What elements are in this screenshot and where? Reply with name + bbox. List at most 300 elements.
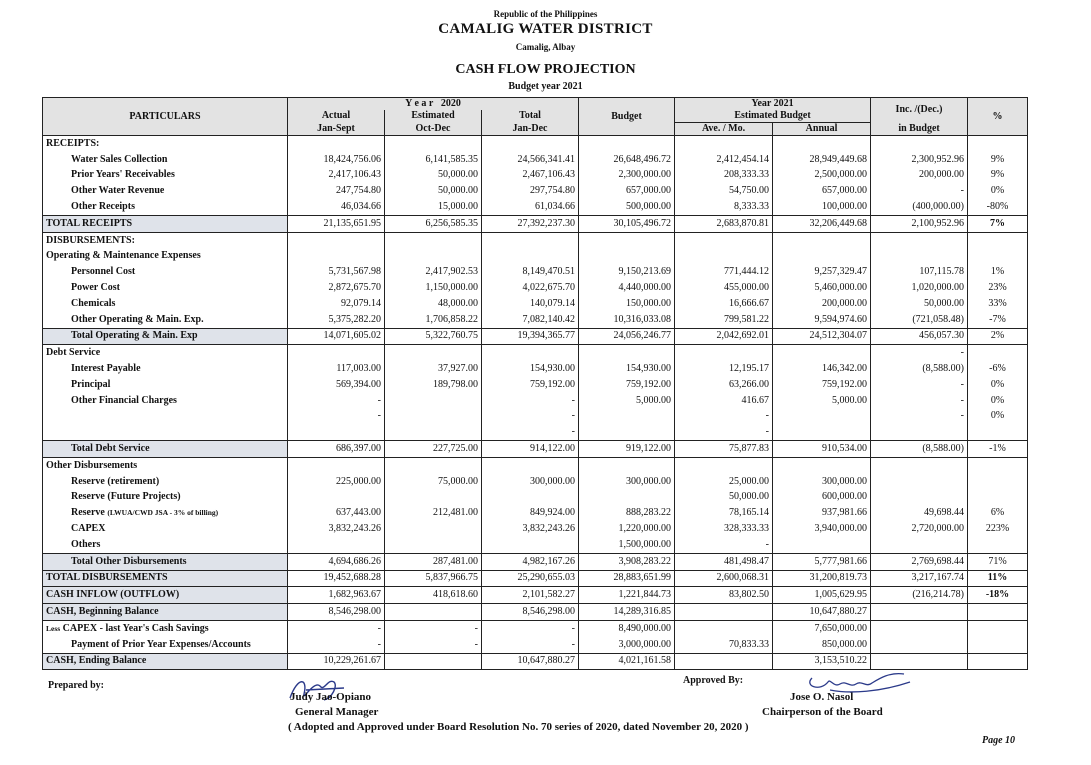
- amount-cell: [288, 424, 385, 440]
- amount-cell: [675, 136, 773, 152]
- amount-cell: [482, 232, 579, 248]
- amount-cell: 18,424,756.06: [288, 152, 385, 168]
- row-label: [43, 441, 288, 458]
- row-label: [43, 604, 288, 621]
- amount-cell: [482, 249, 579, 265]
- amount-cell: 14,289,316.85: [579, 604, 675, 621]
- percent-cell: 9%: [968, 168, 1028, 184]
- amount-cell: [288, 345, 385, 361]
- amount-cell: 5,375,282.20: [288, 312, 385, 328]
- row-label-text: Water Sales Collection: [71, 153, 168, 165]
- amount-cell: [385, 409, 482, 425]
- amount-cell: 416.67: [675, 393, 773, 409]
- amount-cell: 2,300,000.00: [579, 168, 675, 184]
- table-row: [43, 505, 1028, 521]
- row-label: [43, 570, 288, 587]
- amount-cell: 227,725.00: [385, 441, 482, 458]
- percent-cell: [968, 474, 1028, 490]
- percent-cell: 0%: [968, 409, 1028, 425]
- amount-cell: 1,020,000.00: [871, 280, 968, 296]
- amount-cell: 50,000.00: [385, 183, 482, 199]
- amount-cell: 19,452,688.28: [288, 570, 385, 587]
- percent-cell: [968, 653, 1028, 670]
- percent-cell: -18%: [968, 587, 1028, 604]
- row-label: [43, 620, 288, 636]
- row-label-note: (LWUA/CWD JSA - 3% of billing): [107, 508, 219, 518]
- amount-cell: 212,481.00: [385, 505, 482, 521]
- percent-cell: -6%: [968, 361, 1028, 377]
- row-label-text: TOTAL DISBURSEMENTS: [46, 572, 168, 584]
- row-label-text: CASH INFLOW (OUTFLOW): [46, 589, 180, 601]
- amount-cell: [773, 249, 871, 265]
- amount-cell: 63,266.00: [675, 377, 773, 393]
- amount-cell: 2,683,870.81: [675, 215, 773, 232]
- amount-cell: 2,300,952.96: [871, 152, 968, 168]
- preparer-title: General Manager: [295, 706, 379, 718]
- table-row: [43, 168, 1028, 184]
- row-label-text: CAPEX: [71, 523, 106, 535]
- amount-cell: 208,333.33: [675, 168, 773, 184]
- col-annual: Annual: [773, 123, 871, 136]
- amount-cell: [773, 424, 871, 440]
- row-label: [43, 424, 288, 440]
- amount-cell: [482, 136, 579, 152]
- amount-cell: [385, 345, 482, 361]
- amount-cell: -: [288, 620, 385, 636]
- row-label-text: Other Operating & Main. Exp.: [71, 313, 204, 325]
- amount-cell: 759,192.00: [482, 377, 579, 393]
- amount-cell: 759,192.00: [579, 377, 675, 393]
- percent-cell: 6%: [968, 505, 1028, 521]
- row-label: [43, 328, 288, 345]
- row-label-text: CAPEX - last Year's Cash Savings: [62, 622, 209, 634]
- amount-cell: 4,440,000.00: [579, 280, 675, 296]
- amount-cell: -: [871, 393, 968, 409]
- col-oct-dec: Oct-Dec: [385, 123, 482, 136]
- table-header: [43, 98, 1028, 136]
- row-label-text: Other Water Revenue: [71, 185, 165, 197]
- amount-cell: 2,417,106.43: [288, 168, 385, 184]
- amount-cell: 75,000.00: [385, 474, 482, 490]
- amount-cell: [675, 345, 773, 361]
- row-label: [43, 280, 288, 296]
- amount-cell: 49,698.44: [871, 505, 968, 521]
- row-label-text: Principal: [71, 378, 111, 390]
- approver-name: Jose O. Nasol: [790, 691, 854, 703]
- amount-cell: [773, 136, 871, 152]
- amount-cell: 1,220,000.00: [579, 521, 675, 537]
- amount-cell: 456,057.30: [871, 328, 968, 345]
- percent-cell: [968, 537, 1028, 553]
- col-jan-sept: Jan-Sept: [288, 123, 385, 136]
- amount-cell: 7,650,000.00: [773, 620, 871, 636]
- amount-cell: 910,534.00: [773, 441, 871, 458]
- amount-cell: [385, 521, 482, 537]
- percent-cell: 2%: [968, 328, 1028, 345]
- amount-cell: 771,444.12: [675, 264, 773, 280]
- table-row: [43, 296, 1028, 312]
- amount-cell: 37,927.00: [385, 361, 482, 377]
- amount-cell: (400,000.00): [871, 199, 968, 215]
- row-label: [43, 249, 288, 265]
- table-row: [43, 604, 1028, 621]
- amount-cell: 849,924.00: [482, 505, 579, 521]
- row-label-text: Operating & Maintenance Expenses: [46, 250, 201, 262]
- amount-cell: 5,000.00: [579, 393, 675, 409]
- amount-cell: 2,872,675.70: [288, 280, 385, 296]
- amount-cell: 28,949,449.68: [773, 152, 871, 168]
- table-row: [43, 328, 1028, 345]
- amount-cell: 5,731,567.98: [288, 264, 385, 280]
- row-label-text: Prior Years' Receivables: [71, 169, 175, 181]
- amount-cell: [482, 537, 579, 553]
- percent-cell: 11%: [968, 570, 1028, 587]
- amount-cell: [579, 136, 675, 152]
- amount-cell: [871, 637, 968, 653]
- amount-cell: -: [288, 637, 385, 653]
- row-label: [43, 199, 288, 215]
- amount-cell: 2,467,106.43: [482, 168, 579, 184]
- amount-cell: 10,647,880.27: [482, 653, 579, 670]
- amount-cell: 10,647,880.27: [773, 604, 871, 621]
- amount-cell: 3,217,167.74: [871, 570, 968, 587]
- amount-cell: [385, 490, 482, 506]
- amount-cell: -: [871, 183, 968, 199]
- amount-cell: 6,141,585.35: [385, 152, 482, 168]
- row-label-text: RECEIPTS:: [46, 137, 100, 149]
- row-label-text: Reserve (Future Projects): [71, 491, 181, 503]
- amount-cell: 328,333.33: [675, 521, 773, 537]
- amount-cell: 937,981.66: [773, 505, 871, 521]
- amount-cell: -: [871, 345, 968, 361]
- row-label: [43, 183, 288, 199]
- percent-cell: 7%: [968, 215, 1028, 232]
- row-label: [43, 537, 288, 553]
- table-row: [43, 521, 1028, 537]
- amount-cell: [385, 457, 482, 473]
- amount-cell: (216,214.78): [871, 587, 968, 604]
- col-estimated-budget: Estimated Budget: [675, 110, 871, 123]
- col-budget: Budget: [579, 98, 675, 136]
- col-total: Total: [482, 110, 579, 123]
- amount-cell: 32,206,449.68: [773, 215, 871, 232]
- amount-cell: [773, 345, 871, 361]
- amount-cell: 5,000.00: [773, 393, 871, 409]
- amount-cell: [675, 457, 773, 473]
- amount-cell: 2,600,068.31: [675, 570, 773, 587]
- amount-cell: (721,058.48): [871, 312, 968, 328]
- amount-cell: 54,750.00: [675, 183, 773, 199]
- amount-cell: [675, 620, 773, 636]
- amount-cell: [579, 457, 675, 473]
- amount-cell: 5,837,966.75: [385, 570, 482, 587]
- percent-cell: [968, 620, 1028, 636]
- amount-cell: 8,149,470.51: [482, 264, 579, 280]
- percent-cell: 33%: [968, 296, 1028, 312]
- amount-cell: [871, 604, 968, 621]
- row-label-text: Total Operating & Main. Exp: [71, 330, 198, 342]
- amount-cell: (8,588.00): [871, 361, 968, 377]
- amount-cell: [288, 537, 385, 553]
- percent-cell: 71%: [968, 553, 1028, 570]
- amount-cell: 50,000.00: [385, 168, 482, 184]
- table-row: [43, 424, 1028, 440]
- amount-cell: [288, 136, 385, 152]
- amount-cell: -: [871, 409, 968, 425]
- row-label: [43, 457, 288, 473]
- amount-cell: 1,706,858.22: [385, 312, 482, 328]
- amount-cell: 1,221,844.73: [579, 587, 675, 604]
- amount-cell: 300,000.00: [579, 474, 675, 490]
- row-label: [43, 521, 288, 537]
- row-label: [43, 377, 288, 393]
- amount-cell: 455,000.00: [675, 280, 773, 296]
- amount-cell: 686,397.00: [288, 441, 385, 458]
- amount-cell: 200,000.00: [871, 168, 968, 184]
- amount-cell: 19,394,365.77: [482, 328, 579, 345]
- row-label: [43, 393, 288, 409]
- amount-cell: 5,460,000.00: [773, 280, 871, 296]
- amount-cell: 21,135,651.95: [288, 215, 385, 232]
- amount-cell: 8,333.33: [675, 199, 773, 215]
- table-row: [43, 393, 1028, 409]
- amount-cell: 3,000,000.00: [579, 637, 675, 653]
- amount-cell: 1,005,629.95: [773, 587, 871, 604]
- row-label-text: CASH, Ending Balance: [46, 655, 147, 667]
- amount-cell: 24,566,341.41: [482, 152, 579, 168]
- row-label-text: Personnel Cost: [71, 266, 136, 278]
- amount-cell: [482, 457, 579, 473]
- amount-cell: 46,034.66: [288, 199, 385, 215]
- row-label: [43, 345, 288, 361]
- amount-cell: 78,165.14: [675, 505, 773, 521]
- row-label-text: Other Financial Charges: [71, 394, 177, 406]
- percent-cell: 0%: [968, 183, 1028, 199]
- amount-cell: [773, 232, 871, 248]
- amount-cell: 9,257,329.47: [773, 264, 871, 280]
- amount-cell: 600,000.00: [773, 490, 871, 506]
- percent-cell: [968, 457, 1028, 473]
- row-label: [43, 264, 288, 280]
- row-label-text: Other Receipts: [71, 201, 135, 213]
- row-label: [43, 553, 288, 570]
- amount-cell: 2,500,000.00: [773, 168, 871, 184]
- table-row: [43, 183, 1028, 199]
- table-body: [43, 136, 1028, 670]
- table-row: [43, 264, 1028, 280]
- amount-cell: 2,101,582.27: [482, 587, 579, 604]
- row-label-text: Power Cost: [71, 282, 120, 294]
- amount-cell: [579, 424, 675, 440]
- approved-by-label: Approved By:: [683, 675, 744, 686]
- amount-cell: 1,500,000.00: [579, 537, 675, 553]
- row-label: [43, 505, 288, 521]
- amount-cell: [675, 653, 773, 670]
- row-label-prefix: Less: [46, 623, 61, 633]
- row-label: [43, 653, 288, 670]
- percent-cell: [968, 136, 1028, 152]
- row-label-text: Others: [71, 538, 101, 550]
- row-label: [43, 168, 288, 184]
- amount-cell: 12,195.17: [675, 361, 773, 377]
- row-label: [43, 215, 288, 232]
- amount-cell: 9,594,974.60: [773, 312, 871, 328]
- table-row: [43, 537, 1028, 553]
- amount-cell: [288, 490, 385, 506]
- row-label-text: Payment of Prior Year Expenses/Accounts: [71, 638, 251, 650]
- amount-cell: 14,071,605.02: [288, 328, 385, 345]
- amount-cell: 287,481.00: [385, 553, 482, 570]
- amount-cell: [871, 249, 968, 265]
- col-year-value: 2020: [440, 98, 461, 109]
- amount-cell: [385, 424, 482, 440]
- amount-cell: 61,034.66: [482, 199, 579, 215]
- table-row: [43, 312, 1028, 328]
- amount-cell: 154,930.00: [482, 361, 579, 377]
- amount-cell: 117,003.00: [288, 361, 385, 377]
- table-row: [43, 553, 1028, 570]
- amount-cell: 799,581.22: [675, 312, 773, 328]
- amount-cell: [675, 232, 773, 248]
- amount-cell: [675, 249, 773, 265]
- table-row: [43, 457, 1028, 473]
- percent-cell: 0%: [968, 377, 1028, 393]
- amount-cell: -: [288, 409, 385, 425]
- amount-cell: 637,443.00: [288, 505, 385, 521]
- amount-cell: 919,122.00: [579, 441, 675, 458]
- percent-cell: [968, 637, 1028, 653]
- amount-cell: 1,150,000.00: [385, 280, 482, 296]
- amount-cell: [871, 490, 968, 506]
- amount-cell: -: [482, 620, 579, 636]
- amount-cell: -: [385, 620, 482, 636]
- amount-cell: 6,256,585.35: [385, 215, 482, 232]
- amount-cell: 2,769,698.44: [871, 553, 968, 570]
- row-label: [43, 637, 288, 653]
- amount-cell: [871, 424, 968, 440]
- amount-cell: 50,000.00: [675, 490, 773, 506]
- amount-cell: 4,694,686.26: [288, 553, 385, 570]
- amount-cell: [871, 136, 968, 152]
- percent-cell: 23%: [968, 280, 1028, 296]
- col-jan-dec: Jan-Dec: [482, 123, 579, 136]
- amount-cell: [773, 409, 871, 425]
- amount-cell: 24,512,304.07: [773, 328, 871, 345]
- amount-cell: [871, 620, 968, 636]
- amount-cell: 5,322,760.75: [385, 328, 482, 345]
- col-pct: %: [968, 98, 1028, 136]
- col-particulars: PARTICULARS: [43, 98, 288, 136]
- row-label: [43, 232, 288, 248]
- amount-cell: [385, 393, 482, 409]
- amount-cell: [871, 474, 968, 490]
- amount-cell: 154,930.00: [579, 361, 675, 377]
- amount-cell: 10,229,261.67: [288, 653, 385, 670]
- amount-cell: 10,316,033.08: [579, 312, 675, 328]
- amount-cell: (8,588.00): [871, 441, 968, 458]
- amount-cell: [579, 249, 675, 265]
- amount-cell: -: [675, 409, 773, 425]
- table-row: [43, 441, 1028, 458]
- table-row: [43, 490, 1028, 506]
- amount-cell: [385, 136, 482, 152]
- col-year-2020: [288, 98, 579, 111]
- amount-cell: 4,022,675.70: [482, 280, 579, 296]
- amount-cell: 8,546,298.00: [288, 604, 385, 621]
- table-row: [43, 570, 1028, 587]
- amount-cell: 247,754.80: [288, 183, 385, 199]
- amount-cell: -: [385, 637, 482, 653]
- amount-cell: 3,908,283.22: [579, 553, 675, 570]
- prepared-by-label: Prepared by:: [48, 680, 105, 691]
- amount-cell: 500,000.00: [579, 199, 675, 215]
- row-label-text: Other Disbursements: [46, 459, 138, 471]
- amount-cell: -: [482, 409, 579, 425]
- percent-cell: [968, 345, 1028, 361]
- amount-cell: 25,000.00: [675, 474, 773, 490]
- amount-cell: [871, 457, 968, 473]
- amount-cell: 300,000.00: [482, 474, 579, 490]
- row-label-text: CASH, Beginning Balance: [46, 606, 159, 617]
- amount-cell: 7,082,140.42: [482, 312, 579, 328]
- percent-cell: 1%: [968, 264, 1028, 280]
- amount-cell: [288, 457, 385, 473]
- amount-cell: [773, 537, 871, 553]
- district-name: CAMALIG WATER DISTRICT: [438, 21, 653, 37]
- amount-cell: 300,000.00: [773, 474, 871, 490]
- district-location: Camalig, Albay: [515, 42, 576, 52]
- amount-cell: [579, 232, 675, 248]
- table-row: [43, 474, 1028, 490]
- percent-cell: [968, 490, 1028, 506]
- amount-cell: 657,000.00: [579, 183, 675, 199]
- amount-cell: 4,982,167.26: [482, 553, 579, 570]
- amount-cell: [385, 249, 482, 265]
- amount-cell: [288, 249, 385, 265]
- percent-cell: [968, 249, 1028, 265]
- amount-cell: 189,798.00: [385, 377, 482, 393]
- percent-cell: -80%: [968, 199, 1028, 215]
- row-label: [43, 490, 288, 506]
- amount-cell: 2,100,952.96: [871, 215, 968, 232]
- amount-cell: 481,498.47: [675, 553, 773, 570]
- col-year-2021: Year 2021: [675, 98, 871, 111]
- table-row: [43, 637, 1028, 653]
- table-row: [43, 409, 1028, 425]
- amount-cell: 569,394.00: [288, 377, 385, 393]
- amount-cell: -: [482, 393, 579, 409]
- row-label: [43, 361, 288, 377]
- amount-cell: 4,021,161.58: [579, 653, 675, 670]
- amount-cell: 107,115.78: [871, 264, 968, 280]
- amount-cell: 100,000.00: [773, 199, 871, 215]
- amount-cell: [871, 537, 968, 553]
- amount-cell: [385, 604, 482, 621]
- row-label-text: Total Debt Service: [71, 443, 150, 455]
- amount-cell: [871, 232, 968, 248]
- amount-cell: 15,000.00: [385, 199, 482, 215]
- amount-cell: [385, 537, 482, 553]
- row-label-text: Reserve: [71, 507, 105, 519]
- amount-cell: [385, 653, 482, 670]
- cash-flow-table: [42, 97, 1028, 670]
- percent-cell: -7%: [968, 312, 1028, 328]
- amount-cell: 3,940,000.00: [773, 521, 871, 537]
- table-row: [43, 587, 1028, 604]
- amount-cell: 2,412,454.14: [675, 152, 773, 168]
- amount-cell: 2,720,000.00: [871, 521, 968, 537]
- amount-cell: 3,832,243.26: [288, 521, 385, 537]
